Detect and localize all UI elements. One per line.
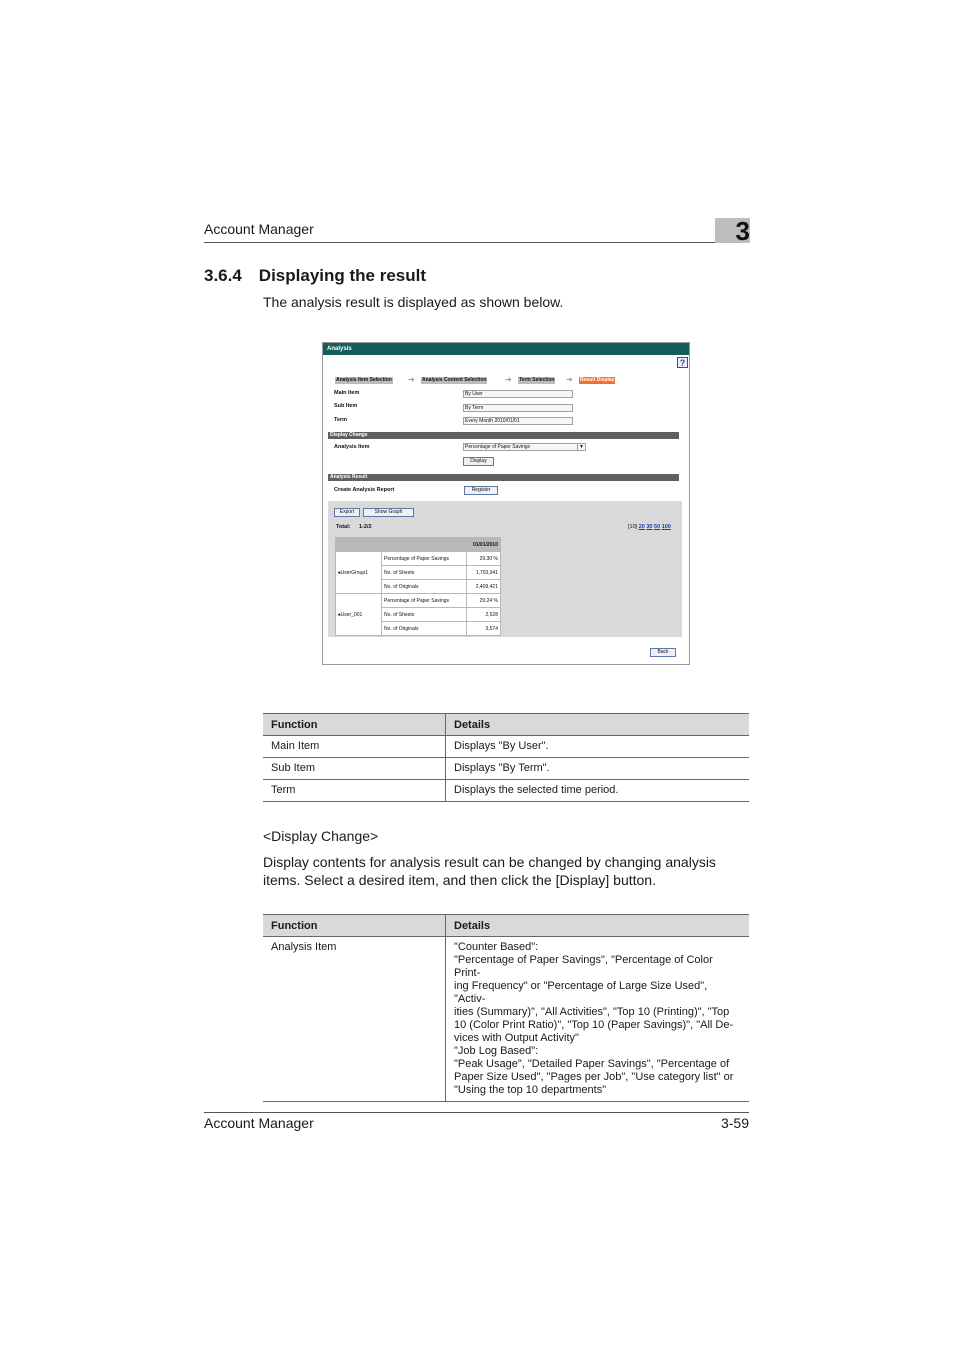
page-number: 3-59 [720, 1115, 749, 1131]
chapter-number: 3 [735, 216, 750, 246]
analysis-item-select[interactable] [463, 443, 586, 451]
details-cell: Displays "By Term". [446, 758, 750, 780]
date-header: 01/01/2010 [467, 538, 501, 552]
export-button[interactable]: Export [334, 508, 360, 517]
details-line: 10 (Color Print Ratio)", "Top 10 (Paper Savings)", "All De- [454, 1019, 734, 1031]
term-label: Term [334, 417, 348, 423]
total-label: Total: [336, 524, 351, 530]
table-row [263, 780, 749, 802]
sub-item-label: Sub Item [334, 403, 358, 409]
details-line: vices with Output Activity" [454, 1032, 579, 1044]
arrow-right-icon: ➜ [408, 375, 415, 384]
metric-cell: Percentage of Paper Savings [382, 552, 467, 566]
group-cell: ♠User_001 [336, 594, 382, 636]
metric-cell: No. of Originals [382, 622, 467, 636]
step-analysis-item-selection: Analysis Item Selection [336, 377, 392, 383]
details-cell [446, 937, 750, 1102]
table-corner [382, 538, 467, 552]
details-cell: Displays the selected time period. [446, 780, 750, 802]
sub-item-field: By Term [463, 404, 573, 412]
display-change-bar: Display Change [328, 432, 679, 439]
details-cell: Displays "By User". [446, 736, 750, 758]
header-rule [204, 242, 749, 243]
step-analysis-content-selection: Analysis Content Selection [422, 377, 487, 383]
show-graph-button[interactable]: Show Graph [363, 508, 414, 517]
table-row [263, 937, 749, 1102]
value-cell: 3,574 [467, 622, 501, 636]
window-title: Analysis [327, 346, 352, 352]
result-table [335, 537, 501, 636]
pager-link-100[interactable]: 100 [661, 524, 671, 530]
details-line: "Counter Based": [454, 941, 539, 953]
metric-cell: Percentage of Paper Savings [382, 594, 467, 608]
footer-title: Account Manager [204, 1115, 314, 1131]
section-title: 3.6.4 Displaying the result [204, 266, 427, 285]
display-change-paragraph: Display contents for analysis result can be changed by changing analysis items. Select a desired item, and then click the [Display] button. [263, 854, 716, 888]
details-line: ing Frequency" or "Percentage of Large Size Used", "Activ- [454, 980, 708, 1005]
details-line: ities (Summary)", "All Activities", "Top 10 (Printing)", "Top [454, 1006, 730, 1018]
function-table-2 [263, 914, 749, 1102]
details-line: Paper Size Used", "Pages per Job", "Use category list" or [454, 1071, 734, 1083]
function-header: Function [263, 915, 446, 937]
value-cell: 29.24 % [467, 594, 501, 608]
user-group-icon: ♠ [338, 569, 341, 576]
term-field: Every Month 2010/01/01 [463, 417, 573, 425]
value-cell: 2,409,421 [467, 580, 501, 594]
pager [628, 524, 671, 530]
create-report-label: Create Analysis Report [334, 487, 395, 493]
function-cell: Main Item [263, 736, 446, 758]
pager-current: [10] [628, 524, 638, 530]
analysis-result-bar: Analysis Result [328, 474, 679, 481]
details-line: "Percentage of Paper Savings", "Percentage of Color Print- [454, 954, 713, 979]
pager-link-20[interactable]: 20 [638, 524, 645, 530]
metric-cell: No. of Sheets [382, 608, 467, 622]
analysis-item-label: Analysis Item [334, 444, 370, 450]
user-icon: ♠ [338, 611, 341, 618]
pager-link-30[interactable]: 30 [646, 524, 653, 530]
display-button[interactable]: Display [463, 457, 494, 466]
function-header: Function [263, 714, 446, 736]
display-change-heading: <Display Change> [263, 828, 379, 844]
analysis-item-select-value: Percentage of Paper Savings [465, 444, 531, 450]
function-table-1 [263, 713, 749, 802]
table-row [263, 758, 749, 780]
register-button[interactable]: Register [464, 486, 498, 495]
pager-link-50[interactable]: 50 [654, 524, 661, 530]
metric-cell: No. of Sheets [382, 566, 467, 580]
value-cell: 2,528 [467, 608, 501, 622]
group-cell: ♠UserGroup1 [336, 552, 382, 594]
footer-rule [204, 1112, 749, 1113]
function-cell: Term [263, 780, 446, 802]
total-value: 1-2/2 [359, 524, 372, 530]
analysis-screenshot [322, 342, 690, 665]
main-item-field: By User [463, 390, 573, 398]
running-header: Account Manager [204, 221, 314, 237]
main-item-label: Main Item [334, 390, 360, 396]
details-header: Details [446, 915, 750, 937]
step-result-display: Result Display [580, 377, 615, 383]
arrow-right-icon: ➜ [505, 375, 512, 384]
table-corner [336, 538, 382, 552]
details-line: "Using the top 10 departments" [454, 1084, 607, 1096]
help-icon[interactable]: ? [677, 357, 688, 368]
details-line: "Peak Usage", "Detailed Paper Savings", "Percentage of [454, 1058, 730, 1070]
step-term-selection: Term Selection [519, 377, 555, 383]
window-title-bar [323, 343, 689, 355]
value-cell: 1,703,341 [467, 566, 501, 580]
section-intro: The analysis result is displayed as shown below. [263, 294, 564, 310]
function-cell: Analysis Item [263, 937, 446, 1102]
details-header: Details [446, 714, 750, 736]
metric-cell: No. of Originals [382, 580, 467, 594]
chevron-down-icon[interactable]: ▼ [577, 443, 585, 451]
function-cell: Sub Item [263, 758, 446, 780]
table-row [263, 736, 749, 758]
details-line: "Job Log Based": [454, 1045, 539, 1057]
arrow-right-icon: ➜ [566, 375, 573, 384]
back-button[interactable]: Back [650, 648, 676, 657]
value-cell: 29.30 % [467, 552, 501, 566]
